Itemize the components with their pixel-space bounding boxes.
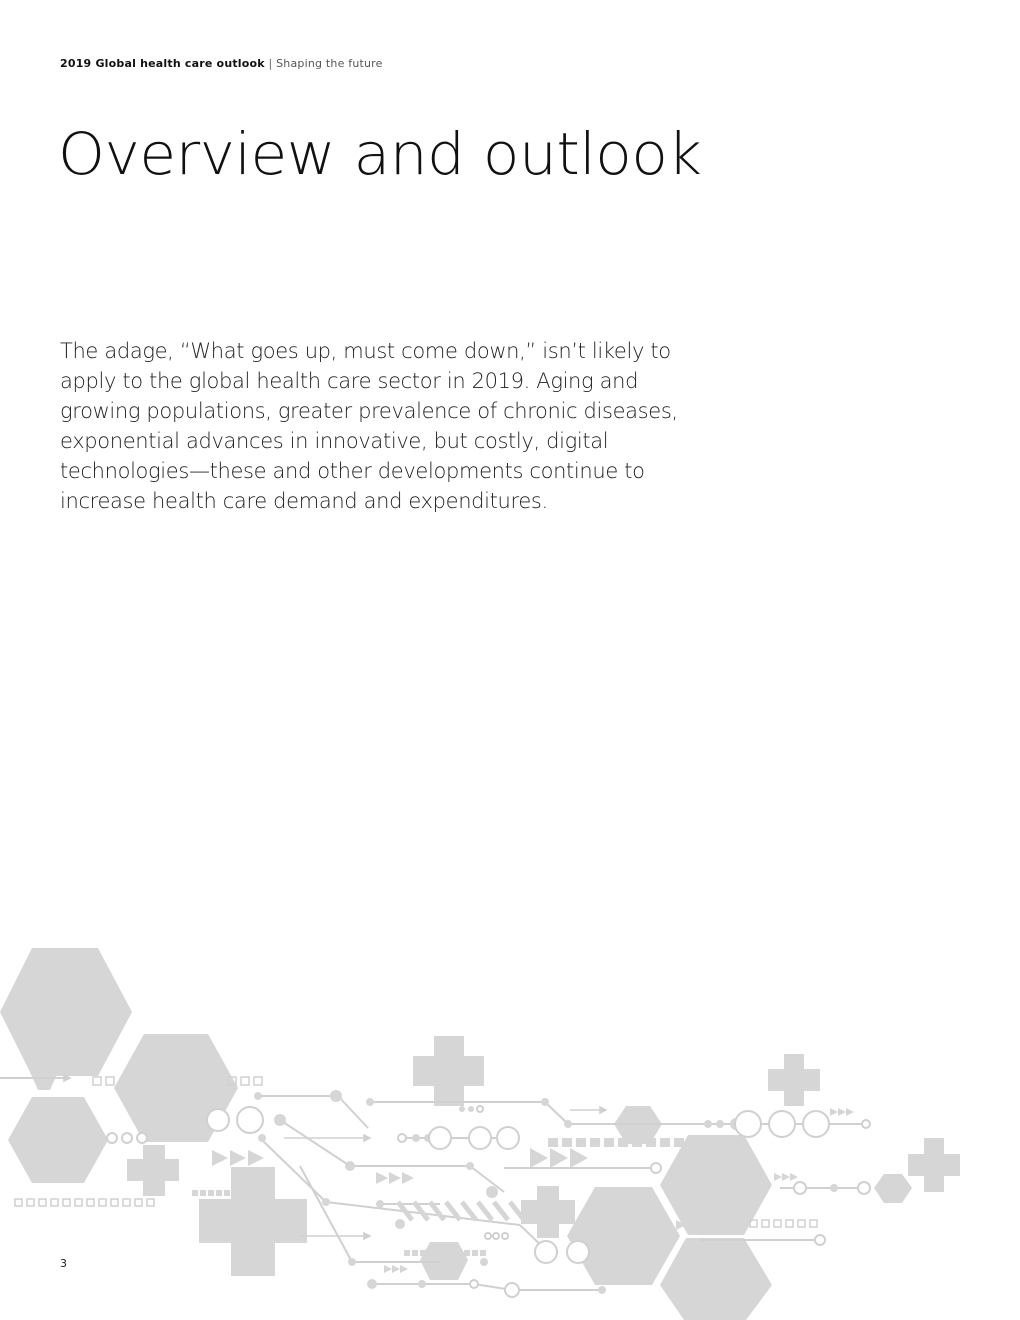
header-separator: |	[268, 57, 273, 70]
hexagon	[8, 1097, 108, 1183]
cross-icon	[199, 1167, 307, 1276]
report-subtitle: Shaping the future	[276, 57, 383, 70]
cross-icon	[127, 1145, 179, 1196]
cross-icon	[908, 1138, 960, 1192]
page-number: 3	[60, 1257, 67, 1270]
decorative-circuit-graphic	[0, 930, 1020, 1320]
cross-icon	[413, 1036, 484, 1106]
diagonal-hatch	[398, 1202, 524, 1220]
hexagon	[660, 1238, 772, 1320]
cross-icon	[521, 1186, 575, 1238]
hexagon	[567, 1187, 680, 1285]
section-title: Overview and outlook	[58, 120, 702, 188]
cross-icon	[768, 1054, 820, 1106]
lead-paragraph: The adage, “What goes up, must come down,” isn’t likely to apply to the global health care sector in 2019. Aging and growing populations, greater prevalence of chronic diseases, exponential advances in innovative, but costly, digital technologies—these and other developments continue to increase health care demand and expenditures.	[60, 339, 678, 513]
running-header	[60, 57, 383, 70]
hexagon	[874, 1174, 912, 1203]
hexagon	[0, 948, 132, 1076]
report-title: 2019 Global health care outlook	[60, 57, 265, 70]
hexagon	[30, 1072, 58, 1090]
